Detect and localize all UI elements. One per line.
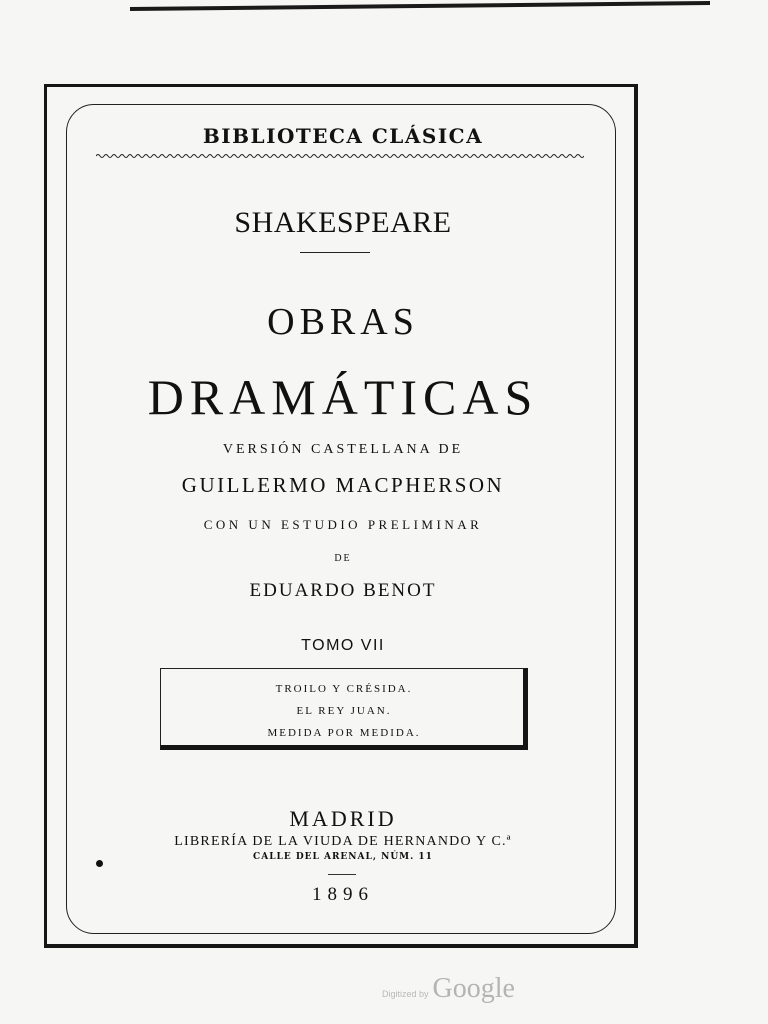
digitized-label: Digitized by [382,989,429,999]
study-author-name: EDUARDO BENOT [249,580,437,601]
contents-item: TROILO Y CRÉSIDA. [275,683,413,695]
title-line-2: DRAMÁTICAS [147,369,539,425]
version-line: VERSIÓN CASTELLANA DE [222,442,464,457]
contents-item: MEDIDA POR MEDIDA. [267,727,421,739]
author-name: SHAKESPEARE [234,206,452,239]
ink-blot [96,860,103,867]
digitized-watermark [382,973,515,1005]
de-word: DE [334,553,352,564]
google-logo: Google [432,973,515,1004]
wavy-rule [96,153,584,159]
top-edge-rule [130,1,710,11]
publisher-address: CALLE DEL ARENAL, NÚM. 11 [253,852,433,862]
year-rule [328,874,356,875]
volume-label: TOMO VII [301,637,385,654]
contents-item: EL REY JUAN. [296,705,392,717]
series-title: BIBLIOTECA CLÁSICA [202,124,484,148]
translator-name: GUILLERMO MACPHERSON [181,473,505,497]
publication-city: MADRID [289,806,397,831]
author-underline [300,252,370,253]
study-line: CON UN ESTUDIO PRELIMINAR [203,517,483,532]
publisher-name: LIBRERÍA DE LA VIUDA DE HERNANDO Y C.ª [174,834,512,849]
publication-year: 1896 [312,884,374,905]
title-line-1: OBRAS [267,301,419,343]
